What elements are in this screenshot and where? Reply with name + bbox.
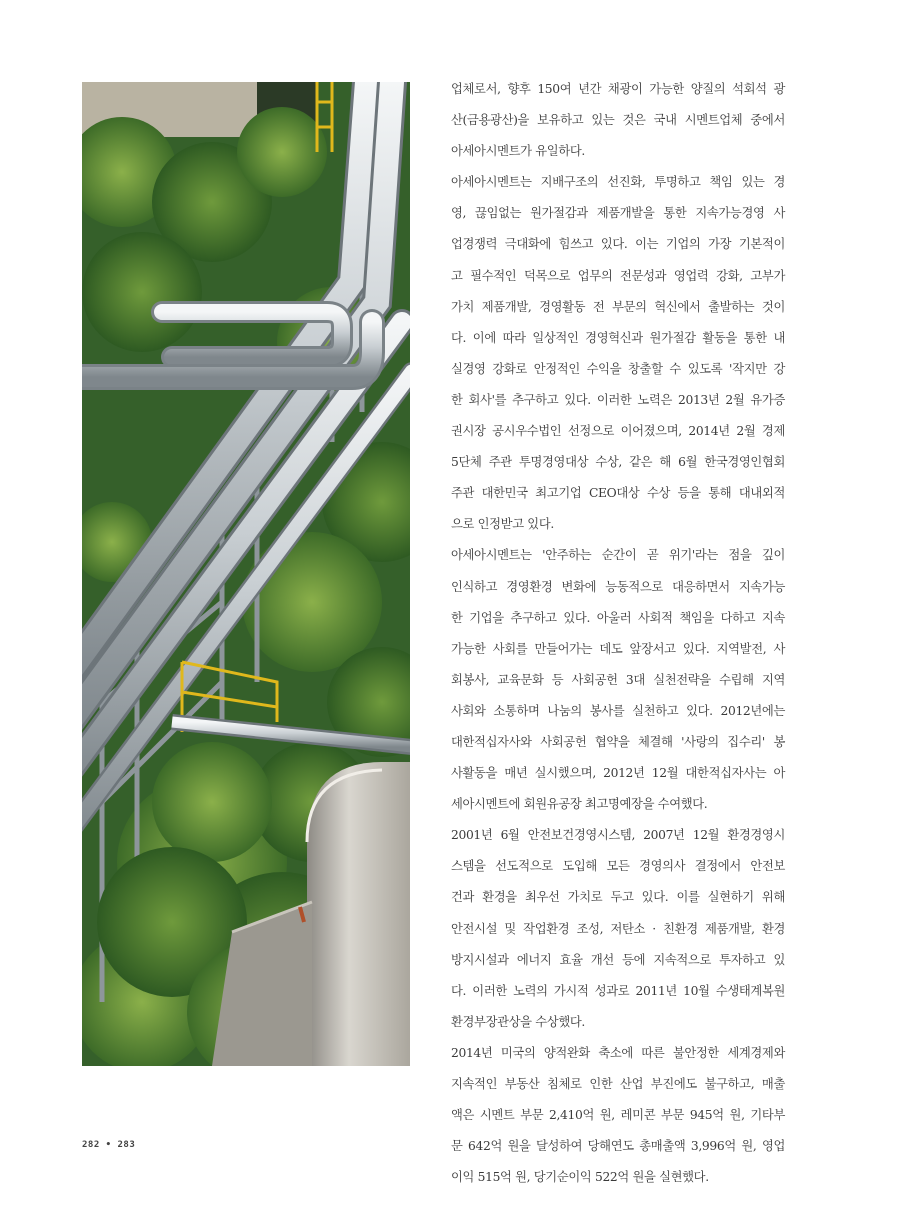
text-line: 권시장 공시우수법인 선정으로 이어졌으며, 2014년 2월 경제 xyxy=(451,424,785,439)
text-line: 스템을 선도적으로 도입해 모든 경영의사 결정에서 안전보 xyxy=(451,859,785,874)
pipeline-forest-illustration xyxy=(82,82,410,1066)
text-line: 고 필수적인 덕목으로 업무의 전문성과 영업력 강화, 고부가 xyxy=(451,268,785,283)
paragraph xyxy=(451,167,785,540)
text-line: 가치 제품개발, 경영활동 전 부문의 혁신에서 출발하는 것이 xyxy=(451,299,785,314)
text-line: 업경쟁력 극대화에 힘쓰고 있다. 이는 기업의 가장 기본적이 xyxy=(451,237,785,252)
text-line: 주관 대한민국 최고기업 CEO대상 수상 등을 통해 대내외적 xyxy=(451,486,785,501)
text-line: 건과 환경을 최우선 가치로 두고 있다. 이를 실현하기 위해 xyxy=(451,890,785,905)
text-line: 지속적인 부동산 침체로 인한 산업 부진에도 불구하고, 매출 xyxy=(451,1077,785,1091)
text-line: 이익 515억 원, 당기순이익 522억 원을 실현했다. xyxy=(451,1170,709,1185)
text-line: 2001년 6월 안전보건경영시스템, 2007년 12월 환경경영시 xyxy=(451,828,785,843)
text-line: 아세아시멘트가 유일하다. xyxy=(451,144,585,159)
text-line: 5단체 주관 투명경영대상 수상, 같은 해 6월 한국경영인협회 xyxy=(451,455,785,470)
text-line: 환경부장관상을 수상했다. xyxy=(451,1014,585,1029)
text-line: 안전시설 및 작업환경 조성, 저탄소 · 친환경 제품개발, 환경 xyxy=(451,921,785,936)
text-line: 사회와 소통하며 나눔의 봉사를 실천하고 있다. 2012년에는 xyxy=(451,703,785,718)
text-line: 2014년 미국의 양적완화 축소에 따른 불안정한 세계경제와 xyxy=(451,1045,785,1060)
text-line: 세아시멘트에 회원유공장 최고명예장을 수여했다. xyxy=(451,797,708,812)
text-line: 인식하고 경영환경 변화에 능동적으로 대응하면서 지속가능 xyxy=(451,579,785,594)
text-line: 대한적십자사와 사회공헌 협약을 체결해 '사랑의 집수리' 봉 xyxy=(451,734,785,749)
text-line: 영, 끊임없는 원가절감과 제품개발을 통한 지속가능경영 사 xyxy=(451,206,785,221)
text-line: 액은 시멘트 부문 2,410억 원, 레미콘 부문 945억 원, 기타부 xyxy=(451,1108,785,1123)
text-line: 아세아시멘트는 지배구조의 선진화, 투명하고 책임 있는 경 xyxy=(451,175,785,190)
text-line: 한 기업을 추구하고 있다. 아울러 사회적 책임을 다하고 지속 xyxy=(451,610,785,625)
paragraph xyxy=(451,540,785,820)
text-line: 문 642억 원을 달성하여 당해연도 총매출액 3,996억 원, 영업 xyxy=(451,1139,785,1154)
text-line: 다. 이에 따라 일상적인 경영혁신과 원가절감 활동을 통한 내 xyxy=(451,330,785,345)
text-line: 한 회사'를 추구하고 있다. 이러한 노력은 2013년 2월 유가증 xyxy=(451,392,785,407)
page-number: 282 • 283 xyxy=(82,1140,136,1150)
text-line: 산(금용광산)을 보유하고 있는 것은 국내 시멘트업체 중에서 xyxy=(451,113,785,128)
pipeline-forest-photo xyxy=(82,82,410,1066)
text-line: 가능한 사회를 만들어가는 데도 앞장서고 있다. 지역발전, 사 xyxy=(451,641,785,656)
text-line: 으로 인정받고 있다. xyxy=(451,517,554,532)
text-line: 방지시설과 에너지 효율 개선 등에 지속적으로 투자하고 있 xyxy=(451,952,785,967)
paragraph xyxy=(451,820,785,1038)
paragraph xyxy=(451,1038,785,1193)
text-line: 실경영 강화로 안정적인 수익을 창출할 수 있도록 '작지만 강 xyxy=(451,361,785,376)
body-text-column xyxy=(451,74,785,1193)
paragraph xyxy=(451,74,785,167)
text-line: 회봉사, 교육문화 등 사회공헌 3대 실천전략을 수립해 지역 xyxy=(451,672,785,687)
text-line: 아세아시멘트는 '안주하는 순간이 곧 위기'라는 점을 깊이 xyxy=(451,548,785,563)
text-line: 업체로서, 향후 150여 년간 채광이 가능한 양질의 석회석 광 xyxy=(451,82,785,96)
text-line: 다. 이러한 노력의 가시적 성과로 2011년 10월 수생태계복원 xyxy=(451,983,785,998)
text-line: 사활동을 매년 실시했으며, 2012년 12월 대한적십자사는 아 xyxy=(451,766,785,781)
